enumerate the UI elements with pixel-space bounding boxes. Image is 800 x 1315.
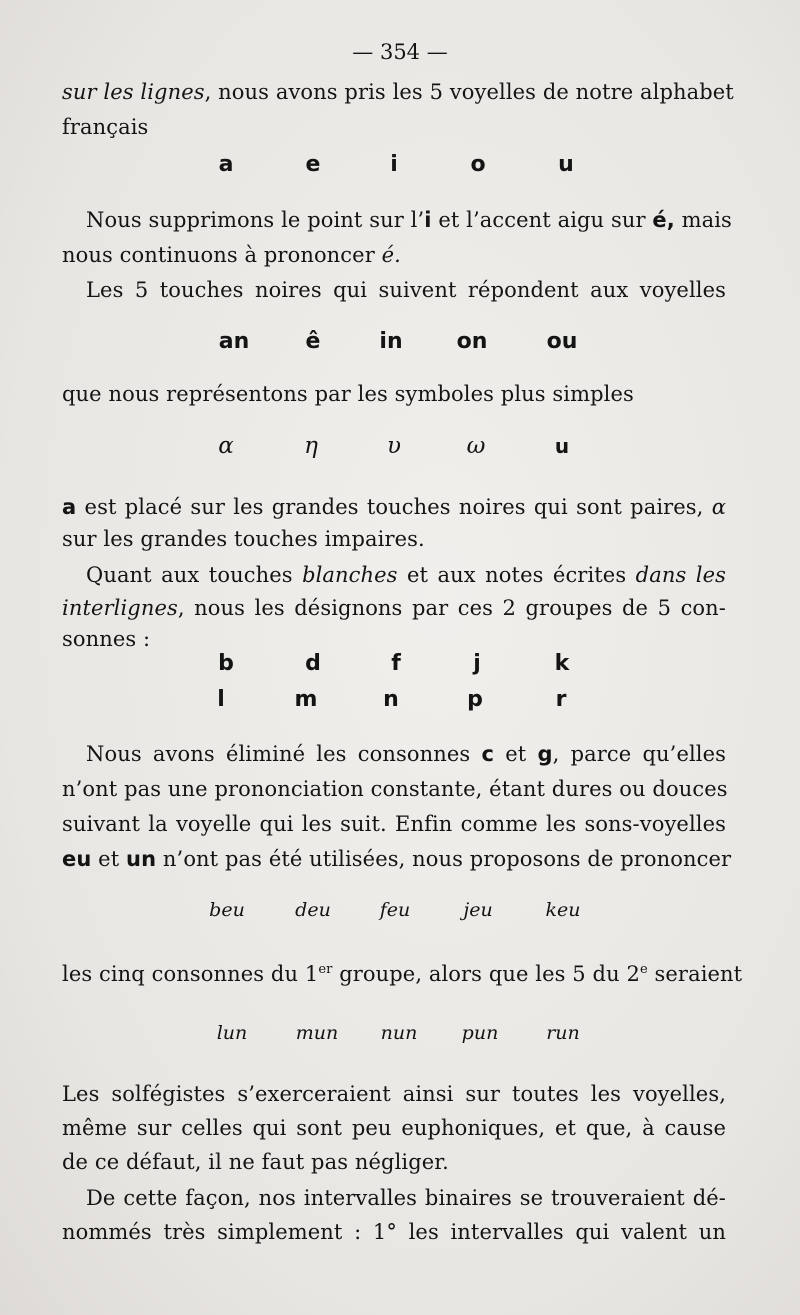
text-run: mais [674, 208, 732, 232]
para9-line1: Les solfégistes s’exerceraient ainsi sur toutes les voyelles, [62, 1082, 726, 1106]
vowel-a: a [218, 152, 234, 177]
text-run: , nous avons pris les 5 voyelles de notre alphabet [204, 80, 734, 104]
symbol-eta: η [304, 433, 318, 459]
consonant-m: m [294, 687, 318, 712]
italic-phrase: sur les lignes [62, 80, 205, 104]
text-run: n’ont pas été utilisées, nous proposons de prononcer [156, 847, 732, 871]
para6-line2 [62, 594, 726, 622]
para7-line4 [62, 845, 732, 873]
para2-line1 [86, 206, 732, 234]
para6-line3: sonnes : [62, 627, 151, 651]
para8-line1 [62, 956, 743, 988]
page-number: — 354 — [352, 40, 448, 64]
consonant-b: b [218, 651, 234, 676]
text-run: Nous supprimons le point sur l’ [86, 208, 425, 232]
syllable-jeu: jeu [463, 899, 493, 921]
symbols-row [0, 431, 800, 461]
consonant-d: d [305, 651, 321, 676]
italic-phrase: dans les [635, 563, 726, 587]
bold-letter: é, [652, 208, 675, 232]
syllables-un-row [0, 1018, 800, 1048]
consonants-row-2 [0, 685, 800, 715]
text-run: et [91, 847, 127, 871]
bold-letter: a [62, 495, 77, 519]
syllable-lun: lun [216, 1022, 248, 1044]
para1-line1 [62, 78, 734, 106]
text-run: groupe, alors que les 5 du 2 [332, 962, 640, 986]
symbol-omega: ω [466, 433, 486, 459]
text-run: , parce qu’elles [552, 742, 727, 766]
vowel-e: e [305, 152, 321, 177]
nasal-e-circumflex: ê [305, 329, 321, 354]
bold-letter: g [537, 742, 553, 766]
para9-line2: même sur celles qui sont peu euphoniques, et que, à cause [62, 1116, 726, 1140]
text-run: Quant aux touches [86, 563, 303, 587]
text-run: les cinq consonnes du 1 [62, 962, 319, 986]
vowel-u: u [558, 152, 574, 177]
syllable-deu: deu [295, 899, 331, 921]
consonant-p: p [467, 687, 483, 712]
bold-letter: c [481, 742, 494, 766]
italic-phrase: blanches [302, 563, 398, 587]
text-run: seraient [647, 962, 743, 986]
nasal-in: in [379, 329, 403, 354]
para7-line2: n’ont pas une prononciation constante, étant dures ou douces [62, 777, 728, 801]
syllable-nun: nun [380, 1022, 418, 1044]
text-run: Nous avons éliminé les consonnes [86, 742, 482, 766]
consonant-f: f [391, 651, 401, 676]
syllable-pun: pun [461, 1022, 499, 1044]
vowels-row [0, 150, 800, 180]
nasals-row [0, 327, 800, 357]
text-run: et l’accent aigu sur [431, 208, 653, 232]
nasal-ou: ou [546, 329, 578, 354]
superscript: er [318, 962, 333, 977]
italic-letter: é. [381, 243, 401, 267]
syllable-mun: mun [295, 1022, 339, 1044]
italic-phrase: interlignes [62, 596, 178, 620]
bold-syllable: un [126, 847, 157, 871]
vowel-i: i [390, 152, 398, 177]
consonant-k: k [554, 651, 570, 676]
para5-line1 [62, 493, 726, 521]
symbol-upsilon: υ [387, 433, 401, 459]
syllable-feu: feu [379, 899, 411, 921]
consonant-l: l [217, 687, 225, 712]
para2-line2 [62, 241, 726, 269]
nasal-on: on [456, 329, 488, 354]
symbol-alpha: α [218, 433, 234, 459]
syllable-run: run [546, 1022, 580, 1044]
syllables-eu-row [0, 895, 800, 925]
para3-line1: Les 5 touches noires qui suivent répondent aux voyelles [86, 278, 726, 302]
symbol-u: u [554, 434, 570, 458]
para6-line1 [86, 561, 726, 589]
consonants-row-1 [0, 649, 800, 679]
para7-line1 [86, 740, 726, 768]
consonant-r: r [555, 687, 567, 712]
bold-letter: i [424, 208, 432, 232]
text-run: est placé sur les grandes touches noires qui sont paires, [76, 495, 712, 519]
para5-line2: sur les grandes touches impaires. [62, 527, 425, 551]
para1-line2: français [62, 115, 149, 139]
para9-line3: de ce défaut, il ne faut pas négliger. [62, 1150, 449, 1174]
bold-syllable: eu [62, 847, 92, 871]
consonant-j: j [473, 651, 481, 676]
text-run: , nous les désignons par ces 2 groupes de 5 con- [177, 596, 726, 620]
alpha-symbol: α [711, 495, 726, 519]
para4-line1: que nous représentons par les symboles plus simples [62, 382, 634, 406]
superscript: e [639, 962, 648, 977]
vowel-o: o [470, 152, 486, 177]
syllable-keu: keu [545, 899, 581, 921]
para7-line3: suivant la voyelle qui les suit. Enfin comme les sons-voyelles [62, 812, 726, 836]
text-run: nous continuons à prononcer [62, 243, 382, 267]
text-run: et [494, 742, 538, 766]
consonant-n: n [383, 687, 399, 712]
text-run: et aux notes écrites [397, 563, 636, 587]
para10-line2: nommés très simplement : 1° les intervalles qui valent un [62, 1220, 726, 1244]
syllable-beu: beu [209, 899, 245, 921]
para10-line1: De cette façon, nos intervalles binaires se trouveraient dé- [86, 1186, 726, 1210]
nasal-an: an [218, 329, 250, 354]
